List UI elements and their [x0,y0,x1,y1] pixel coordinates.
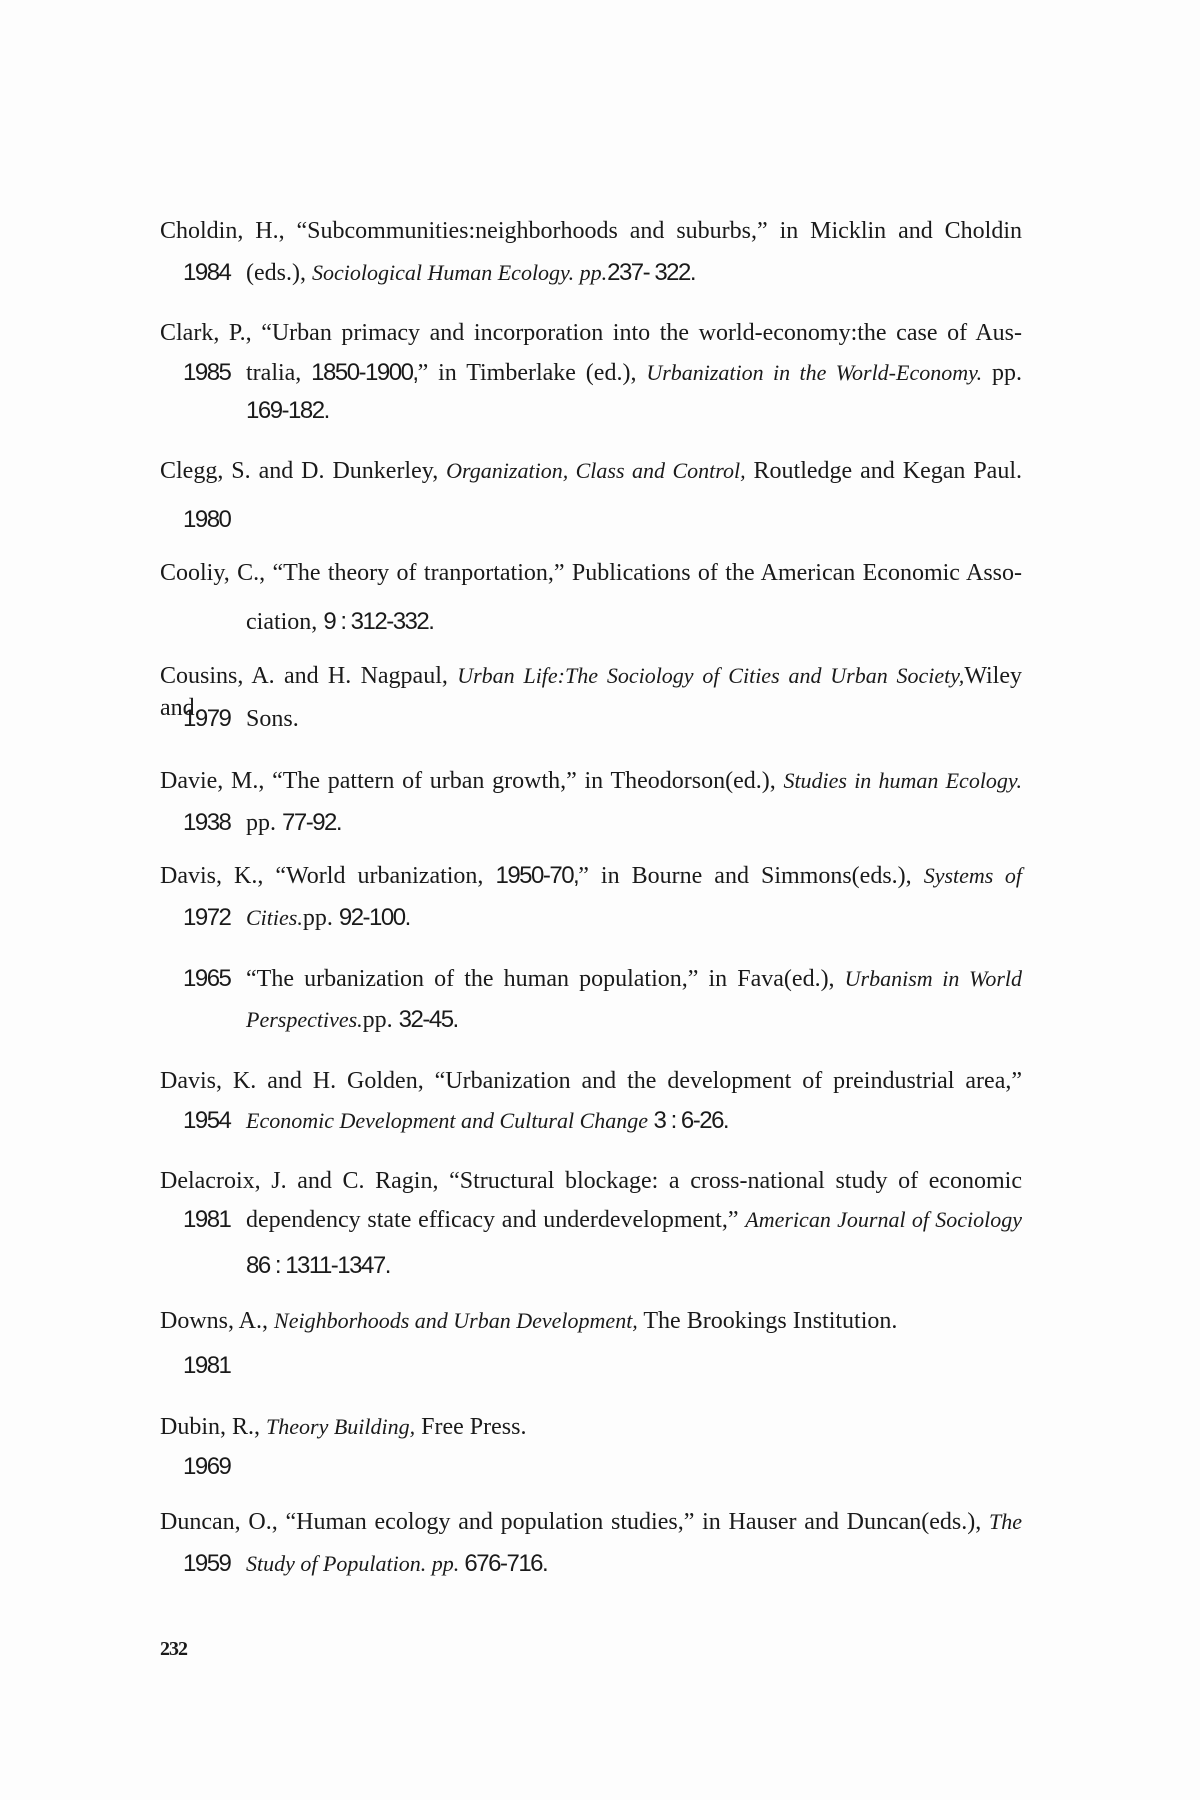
reference-text: Davis, K., “World urbanization, [160,863,496,889]
reference-line [183,963,1022,995]
reference-line [246,1004,1022,1036]
reference-line [160,1411,1022,1443]
reference-year: 1984 [183,259,231,286]
reference-line [183,257,1022,289]
reference-text: Cooliy, C., “The theory of tranportation,” Publications of the American Economic Asso- [160,560,1022,586]
reference-text: 676-716. [459,1550,548,1577]
reference-title-italic: Neighborhoods and Urban Development, [274,1308,638,1333]
reference-line [160,317,1022,349]
reference-text: ” in Timberlake (ed.), [417,360,647,386]
reference-text: Downs, A., [160,1308,275,1334]
reference-year: 1981 [183,1206,231,1233]
reference-year: 1965 [183,965,231,992]
reference-text: 86 : 1311-1347. [246,1252,390,1279]
reference-title-italic: Theory Building, [266,1414,416,1439]
reference-line [183,504,1022,536]
reference-title-italic: Economic Development and Cultural Change [246,1108,654,1133]
reference-line [246,606,1022,638]
reference-title-italic: Systems of [923,863,1023,888]
reference-text: ciation, [246,609,324,635]
reference-line [183,703,1022,735]
reference-year: 1972 [183,904,231,931]
reference-text: Delacroix, J. and C. Ragin, “Structural blockage: a cross-national study of economic [160,1168,1022,1194]
reference-line [160,557,1022,589]
reference-text: 3 : 6-26. [653,1107,729,1134]
reference-line [183,1350,1022,1382]
reference-text: Cousins, A. and H. Nagpaul, [160,663,458,689]
reference-line [246,1250,1022,1282]
reference-year: 1969 [183,1453,231,1480]
reference-text: tralia, [246,360,312,386]
reference-text: Sons. [246,706,299,732]
reference-title-italic: Urbanization in the World-Economy. [646,360,983,385]
reference-text: 9 : 312-332. [323,608,434,635]
reference-text: 1850-1900, [311,359,418,386]
reference-year: 1979 [183,705,231,732]
reference-year: 1981 [183,1352,231,1379]
reference-line [160,1065,1022,1097]
reference-text: pp. [362,1007,399,1033]
reference-text: dependency state efficacy and underdevelopment,” [246,1207,746,1233]
reference-text: 77-92. [282,809,342,836]
reference-title-italic: American Journal of Sociology [745,1207,1023,1232]
reference-line [160,765,1022,797]
reference-text: Clark, P., “Urban primacy and incorporation into the world-economy:the case of Aus- [160,320,1022,346]
reference-line [183,1451,1022,1483]
reference-line [160,1506,1022,1538]
reference-text: Davie, M., “The pattern of urban growth,” in Theodorson(ed.), [160,768,784,794]
reference-title-italic: Urban Life:The Sociology of Cities and Urban Society, [457,663,965,688]
reference-line [183,902,1022,934]
reference-line [160,215,1022,247]
reference-year: 1938 [183,809,231,836]
reference-line [160,1165,1022,1197]
reference-title-italic: Organization, Class and Control, [446,458,746,483]
reference-text: Clegg, S. and D. Dunkerley, [160,458,447,484]
reference-text: 1950-70, [495,862,579,889]
reference-text: pp. [246,810,282,836]
reference-text: Davis, K. and H. Golden, “Urbanization and the development of preindustrial area,” [160,1068,1022,1094]
reference-line [160,455,1022,487]
reference-text: 237- 322. [607,259,696,286]
reference-text: pp. [302,905,339,931]
reference-text: Choldin, H., “Subcommunities:neighborhoods and suburbs,” in Micklin and Choldin [160,218,1022,244]
reference-line [183,357,1022,389]
reference-title-italic: Cities. [246,905,303,930]
reference-title-italic: Studies in human Ecology. [783,768,1022,793]
reference-text: 92-100. [338,904,410,931]
page-number: 232 [160,1638,187,1660]
reference-text: Routledge and Kegan Paul. [745,458,1022,484]
reference-title-italic: Urbanism in World [844,966,1022,991]
reference-line [183,1105,1022,1137]
reference-title-italic: Perspectives. [246,1007,363,1032]
reference-text: ” in Bourne and Simmons(eds.), [578,863,924,889]
reference-text: Wiley and [160,663,1022,721]
reference-text: 169-182. [246,397,329,424]
reference-text: Dubin, R., [160,1414,267,1440]
reference-line [183,1548,1022,1580]
reference-text: The Brookings Institution. [637,1308,898,1334]
reference-line [183,1204,1022,1236]
reference-text: 32-45. [398,1006,458,1033]
reference-year: 1985 [183,359,231,386]
reference-line [246,395,1022,427]
reference-year: 1959 [183,1550,231,1577]
reference-line [160,860,1022,892]
reference-text: pp. [982,360,1023,386]
reference-text: “The urbanization of the human population,” in Fava(ed.), [246,966,845,992]
reference-year: 1980 [183,506,231,533]
reference-title-italic: Sociological Human Ecology. pp. [311,260,608,285]
reference-text: (eds.), [246,260,312,286]
reference-text: Free Press. [415,1414,527,1440]
reference-title-italic: The [989,1509,1022,1534]
reference-title-italic: Study of Population. pp. [246,1551,460,1576]
reference-text: Duncan, O., “Human ecology and population studies,” in Hauser and Duncan(eds.), [160,1509,989,1535]
reference-line [160,1305,1022,1337]
reference-line [183,807,1022,839]
reference-year: 1954 [183,1107,231,1134]
